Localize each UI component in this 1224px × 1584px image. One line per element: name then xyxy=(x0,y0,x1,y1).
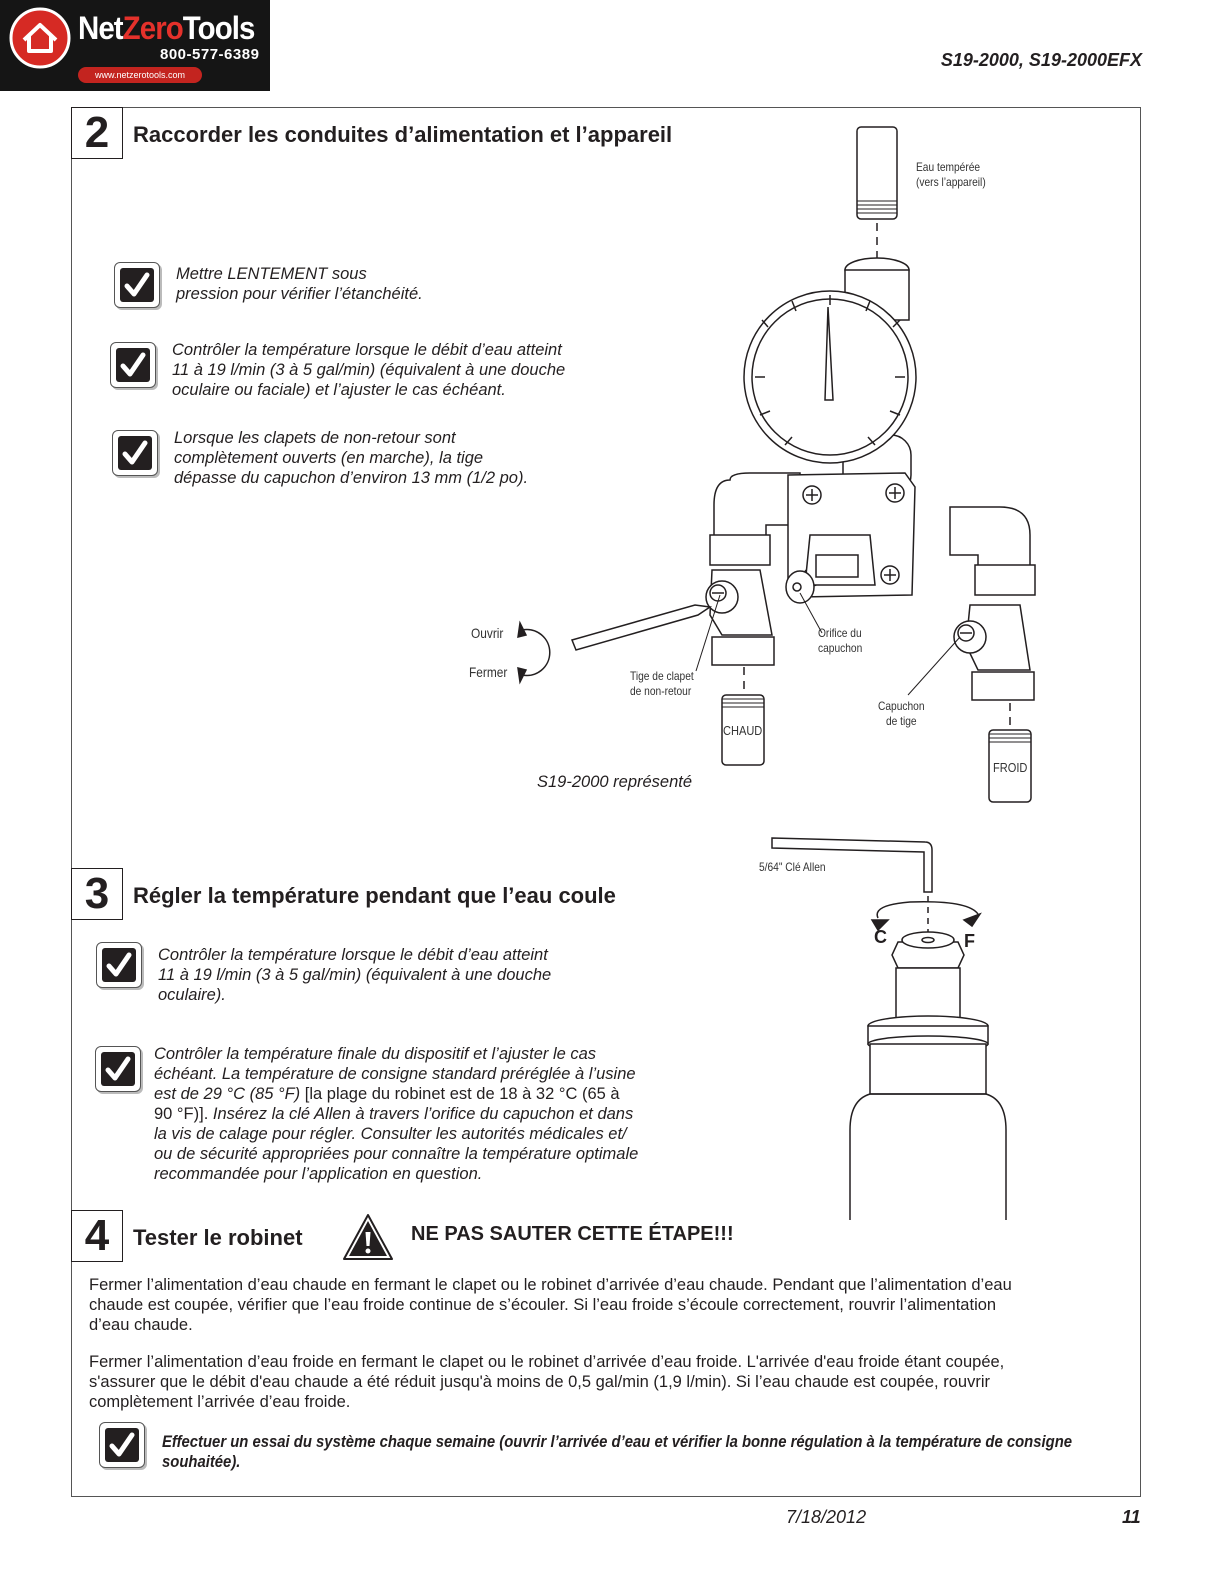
step-2-number: 2 xyxy=(71,107,123,159)
logo-wordmark: NetZeroTools xyxy=(78,10,255,46)
step-3-check-2-text: Contrôler la température finale du dispositif et l’ajuster le cas échéant. La température de consigne standard préréglée à l’usine est de 29 °C (85 °F) [la plage du robinet est de 18 à 32 °C (65 à 90 °F)]. Insérez la clé Allen à travers l’orifice du capuchon et dans la vis de calage pour régler. Consulter les autorités médicales et/ ou de sécurité appropriées pour connaître la température optimale recommandée pour l’application en question. xyxy=(154,1045,639,1183)
checkmark-icon xyxy=(110,342,156,388)
step-4-title: Tester le robinet xyxy=(133,1225,303,1250)
logo-url: www.netzerotools.com xyxy=(78,67,202,83)
label-stem-cap: Capuchon de tige xyxy=(878,699,925,728)
label-close: Fermer xyxy=(469,664,508,680)
step-4-paragraph-1: Fermer l’alimentation d’eau chaude en fermant le clapet ou le robinet d’arrivée d’eau chaude. Pendant que l’alimentation d’eau chaude est coupée, vérifier que l’eau froide continue de s’écouler. Si l’eau froide s’écoule correctement, rouvrir l’alimentation d’eau chaude. xyxy=(89,1276,1012,1334)
step-3-check-1-text: Contrôler la température lorsque le débit d’eau atteint 11 à 19 l/min (3 à 5 gal/min) (équivalent à une douche oculaire). xyxy=(158,946,552,1004)
netzerotools-logo xyxy=(0,0,270,91)
warning-icon xyxy=(342,1212,394,1262)
step-2-check-1-text: Mettre LENTEMENT sous pression pour vérifier l’étanchéité. xyxy=(176,265,423,303)
label-open: Ouvrir xyxy=(471,625,504,641)
warning-title: NE PAS SAUTER CETTE ÉTAPE!!! xyxy=(411,1223,734,1245)
label-cap-orifice: Orifice du capuchon xyxy=(818,626,863,655)
step-2-check-2-text: Contrôler la température lorsque le débit d’eau atteint 11 à 19 l/min (3 à 5 gal/min) (équivalent à une douche oculaire ou faciale) et l’ajuster le cas échéant. xyxy=(172,341,566,399)
step-3-number: 3 xyxy=(71,868,123,920)
allen-key-adjust-diagram xyxy=(760,830,1020,1225)
logo-house-icon xyxy=(8,6,72,70)
page-number: 11 xyxy=(1122,1507,1141,1527)
label-allen-key: 5/64" Clé Allen xyxy=(759,860,826,874)
checkmark-icon xyxy=(114,262,160,308)
label-cold: FROID xyxy=(993,760,1028,775)
diagram-caption: S19-2000 représenté xyxy=(537,773,693,791)
checkmark-icon xyxy=(99,1422,145,1468)
label-outlet: Eau tempérée (vers l’appareil) xyxy=(916,160,986,189)
step-2-check-3-text: Lorsque les clapets de non-retour sont complètement ouverts (en marche), la tige dépasse du capuchon d’environ 13 mm (1/2 po). xyxy=(174,429,529,487)
logo-phone: 800-577-6389 xyxy=(160,46,260,63)
step-4-paragraph-2: Fermer l’alimentation d’eau froide en fermant le clapet ou le robinet d’arrivée d’eau froide. L'arrivée d'eau froide étant coupée, s'assurer que le débit d'eau chaude a été réduit jusqu'à moins de 0,5 gal/min (1,9 l/min). Si l’eau chaude est coupée, rouvrir complètement l’arrivée d’eau froide. xyxy=(89,1353,1005,1411)
step-3-title: Régler la température pendant que l’eau coule xyxy=(133,883,616,908)
checkmark-icon xyxy=(96,942,142,988)
step-4-final-note: Effectuer un essai du système chaque semaine (ouvrir l’arrivée d’eau et vérifier la bonne régulation à la température de consigne souhaitée). xyxy=(162,1433,1073,1471)
checkmark-icon xyxy=(112,430,158,476)
label-check-stem: Tige de clapet de non-retour xyxy=(630,669,694,698)
step-4-number: 4 xyxy=(71,1210,123,1262)
footer-date: 7/18/2012 xyxy=(786,1507,867,1527)
checkmark-icon xyxy=(95,1046,141,1092)
step-2-title: Raccorder les conduites d’alimentation et l’appareil xyxy=(133,122,673,147)
mixing-valve-diagram xyxy=(500,115,1060,815)
document-code: S19-2000, S19-2000EFX xyxy=(940,50,1142,70)
label-hot: CHAUD xyxy=(723,723,763,738)
label-cold-direction: C xyxy=(874,927,887,947)
label-hot-direction: F xyxy=(964,931,975,951)
